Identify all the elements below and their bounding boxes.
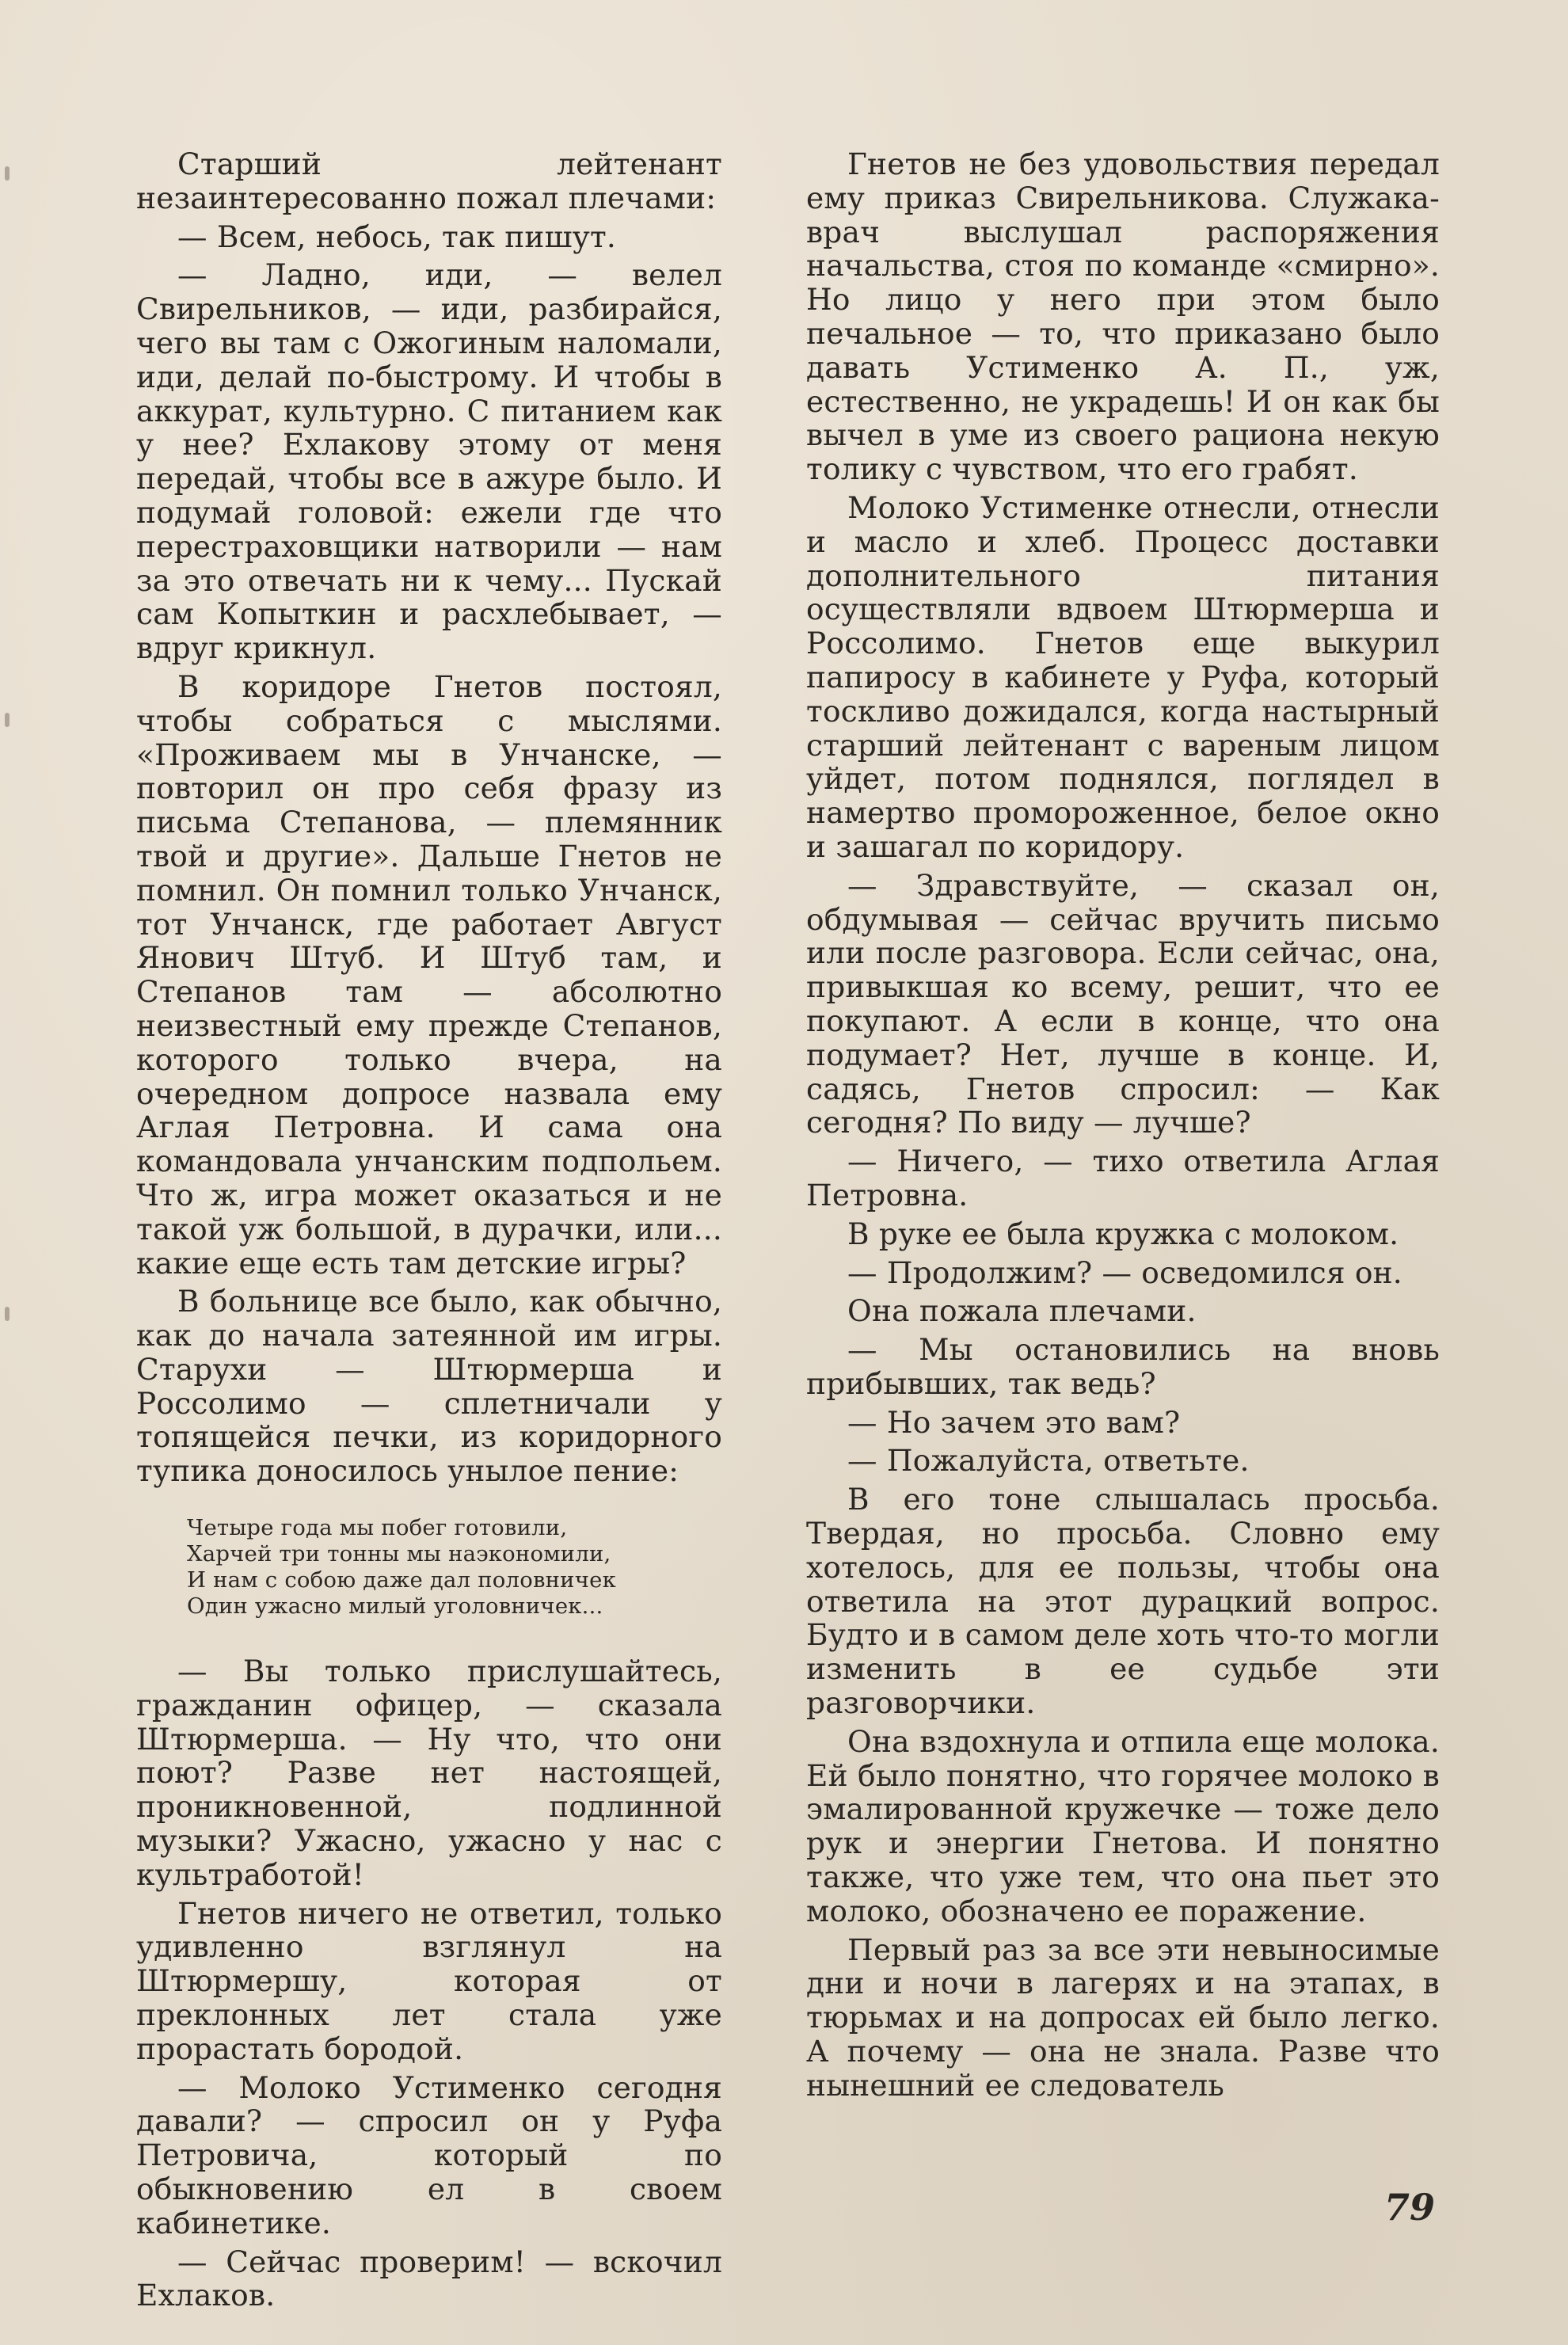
paragraph: — Молоко Устименко сегодня давали? — спросил он у Руфа Петровича, который по обыкновению ел в своем кабинетике. [136, 2069, 722, 2240]
paragraph: Гнетов ничего не ответил, только удивленно взглянул на Штюрмершу, которая от преклонных лет стала уже прорастать бородой. [136, 1895, 722, 2066]
paragraph: Первый раз за все эти невыносимые дни и ночи в лагерях и на этапах, в тюрьмах и на допросах ей было легко. А почему — она не знала. Разве что нынешний ее следователь [806, 1932, 1440, 2103]
margin-mark [5, 166, 10, 181]
paragraph: В коридоре Гнетов постоял, чтобы собраться с мыслями. «Проживаем мы в Унчанске, — повторил он про себя фразу из письма Степанова, — племянник твой и другие». Дальше Гнетов не помнил. Он помнил только Унчанск, тот Унчанск, где работает Август Янович Штуб. И Штуб там, и Степанов там — абсолютно неизвестный ему прежде Степанов, которого только вчера, на очередном допросе назвала ему Аглая Петровна. И сама она командовала унчанским подпольем. Что ж, игра может оказаться и не такой уж большой, в дурачки, или... какие еще есть там детские игры? [136, 668, 722, 1281]
margin-mark [5, 1307, 10, 1321]
paragraph: — Вы только прислушайтесь, гражданин офицер, — сказала Штюрмерша. — Ну что, что они поют? Разве нет настоящей, проникновенной, подлинной музыки? Ужасно, ужасно у нас с культработой! [136, 1654, 722, 1892]
verse-line: Четыре года мы побег готовили, [187, 1515, 568, 1541]
margin-mark [5, 713, 10, 727]
paragraph: Старший лейтенант незаинтересованно пожал плечами: [136, 147, 722, 215]
right-column [806, 147, 1440, 2107]
paragraph: Гнетов не без удовольствия передал ему приказ Свирельникова. Служака-врач выслушал распоряжения начальства, стоя по команде «смирно». Но лицо у него при этом было печальное — то, что приказано было давать Устименко А. П., уж, естественно, не украдешь! И он как бы вычел в уме из своего рациона некую толику с чувством, что его грабят. [806, 147, 1440, 487]
paragraph: — Ладно, иди, — велел Свирельников, — иди, разбирайся, чего вы там с Ожогиным наломали, иди, делай по-быстрому. И чтобы в аккурат, культурно. С питанием как у нее? Ехлакову этому от меня передай, чтобы все в ажуре было. И подумай головой: ежели где что перестраховщики натворили — нам за это отвечать ни к чему... Пускай сам Копыткин и расхлебывает, — вдруг крикнул. [136, 257, 722, 666]
paragraph: В его тоне слышалась просьба. Твердая, но просьба. Словно ему хотелось, для ее пользы, чтобы она ответила на этот дурацкий вопрос. Будто и в самом деле хоть что-то могли изменить в ее судьбе эти разговорчики. [806, 1482, 1440, 1721]
paragraph: — Продолжим? — осведомился он. [847, 1254, 1402, 1290]
paragraph: — Здравствуйте, — сказал он, обдумывая — сейчас вручить письмо или после разговора. Если сейчас, она, привыкшая ко всему, решит, что ее покупают. А если в конце, что она подумает? Нет, лучше в конце. И, садясь, Гнетов спросил: — Как сегодня? По виду — лучше? [806, 867, 1440, 1140]
verse-line: Один ужасно милый уголовничек... [187, 1593, 603, 1620]
paragraph: — Всем, небось, так пишут. [177, 219, 617, 254]
paragraph: Она вздохнула и отпила еще молока. Ей было понятно, что горячее молоко в эмалированной кружечке — тоже дело рук и энергии Гнетова. И понятно также, что уже тем, что она пьет это молоко, обозначено ее поражение. [806, 1723, 1440, 1928]
page-number: 79 [1384, 2186, 1436, 2229]
paragraph: В больнице все было, как обычно, как до начала затеянной им игры. Старухи — Штюрмерша и Россолимо — сплетничали у топящейся печки, из коридорного тупика доносилось унылое пение: [136, 1284, 722, 1489]
paragraph: — Но зачем это вам? [847, 1404, 1181, 1440]
verse-line: И нам с собою даже дал половничек [187, 1567, 616, 1593]
left-column [136, 147, 722, 2317]
verse-line: Харчей три тонны мы наэкономили, [187, 1541, 611, 1567]
paragraph: — Ничего, — тихо ответила Аглая Петровна. [806, 1144, 1440, 1212]
paragraph: Молоко Устименке отнесли, отнесли и масло и хлеб. Процесс доставки дополнительного питания осуществляли вдвоем Штюрмерша и Россолимо. Гнетов еще выкурил папиросу в кабинете у Руфа, который тоскливо дожидался, когда настырный старший лейтенант с вареным лицом уйдет, потом поднялся, поглядел в намертво промороженное, белое окно и зашагал по коридору. [806, 489, 1440, 864]
paragraph: В руке ее была кружка с молоком. [847, 1216, 1399, 1251]
paragraph: — Сейчас проверим! — вскочил Ехлаков. [136, 2244, 722, 2313]
paragraph: Она пожала плечами. [847, 1293, 1197, 1329]
paragraph: — Мы остановились на вновь прибывших, так ведь? [806, 1332, 1440, 1401]
paragraph: — Пожалуйста, ответьте. [847, 1443, 1250, 1479]
song-verse [187, 1515, 722, 1620]
